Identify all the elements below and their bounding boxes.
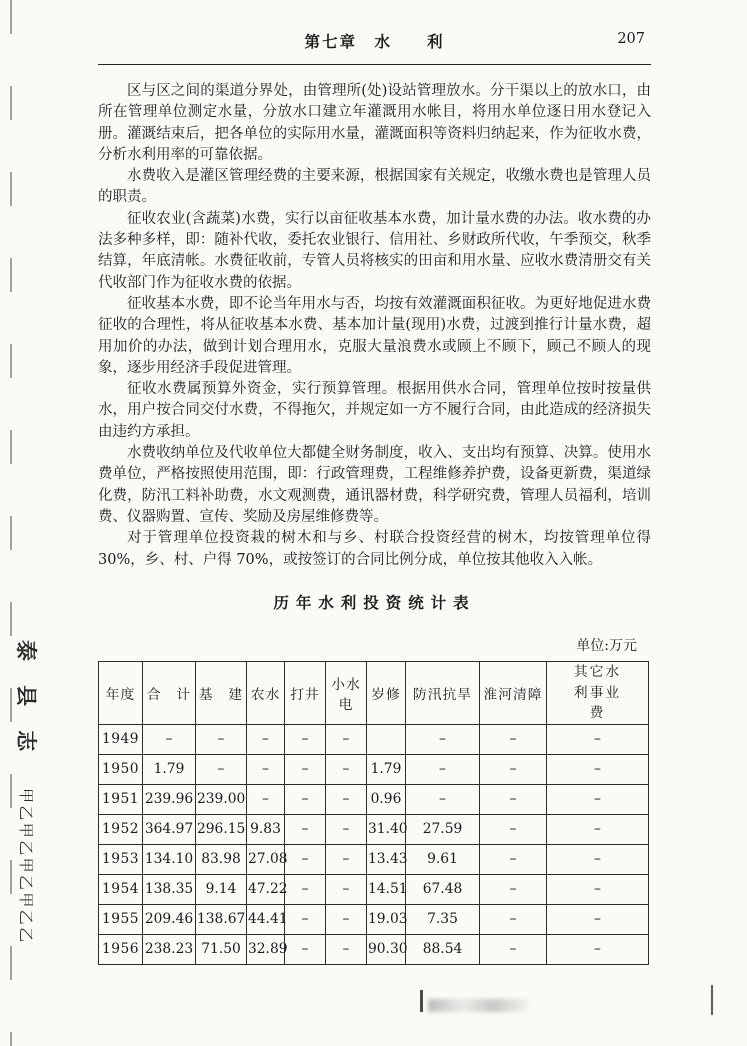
table-cell: –: [143, 724, 196, 754]
table-cell: –: [326, 784, 367, 814]
table-cell: 7.35: [406, 904, 480, 934]
paragraph: 水费收入是灌区管理经费的主要来源，根据国家有关规定，收缴水费也是管理人员的职责。: [98, 168, 651, 206]
investment-table-head: [99, 661, 649, 724]
table-title: 历年水利投资统计表: [273, 592, 476, 612]
table-cell: 1950: [99, 754, 143, 784]
table-cell: –: [326, 754, 367, 784]
table-cell: 47.22: [247, 874, 285, 904]
body-text: [98, 81, 651, 571]
table-cell: –: [547, 784, 649, 814]
table-cell: 83.98: [196, 844, 247, 874]
scan-smudge-artifact: [428, 999, 528, 1012]
running-header: [98, 30, 651, 56]
table-cell: –: [285, 754, 326, 784]
table-cell: –: [247, 724, 285, 754]
table-cell: 27.59: [406, 814, 480, 844]
paragraph: 水费收纳单位及代收单位大都健全财务制度，收入、支出均有预算、决算。使用水费单位，严格按照使用范围，即：行政管理费，工程维修养护费，设备更新费，渠道绿化费，防汛工料补助费，水文观测费，通讯器材费，科学研究费，管理人员福利，培训费、仪器购置、宣传、奖励及房屋维修费等。: [98, 445, 651, 525]
table-cell: –: [480, 754, 547, 784]
header-rule: [98, 64, 651, 65]
table-cell: 88.54: [406, 934, 480, 964]
paragraph: 征收水费属预算外资金，实行预算管理。根据用供水合同，管理单位按时按量供水，用户按合同交付水费，不得拖欠，并规定如一方不履行合同，由此造成的经济损失由违约方承担。: [98, 381, 651, 440]
page-content: [98, 30, 651, 965]
table-cell: 27.08: [247, 844, 285, 874]
table-cell: –: [547, 904, 649, 934]
table-cell: –: [406, 724, 480, 754]
table-cell: –: [285, 724, 326, 754]
table-cell: 90.30: [367, 934, 406, 964]
table-cell: –: [480, 904, 547, 934]
paragraph: 对于管理单位投资栽的树木和与乡、村联合投资经营的树木，均按管理单位得 30%，乡、村、户得 70%，或按签订的合同比例分成，单位按其他收入入帐。: [98, 530, 651, 568]
table-cell: 296.15: [196, 814, 247, 844]
table-cell: 1951: [99, 784, 143, 814]
paragraph: 区与区之间的渠道分界处，由管理所(处)设站管理放水。分干渠以上的放水口，由所在管理单位测定水量，分放水口建立年灌溉用水帐目，将用水单位逐日用水登记入册。灌溉结束后，把各单位的实际用水量，灌溉面积等资料归纳起来，作为征收水费，分析水利用率的可靠依据。: [98, 83, 651, 163]
table-row: [99, 814, 649, 844]
table-cell: 71.50: [196, 934, 247, 964]
table-cell: 31.40: [367, 814, 406, 844]
table-cell: 138.67: [196, 904, 247, 934]
table-cell: –: [326, 814, 367, 844]
table-cell: 134.10: [143, 844, 196, 874]
table-cell: 9.14: [196, 874, 247, 904]
table-cell: –: [326, 844, 367, 874]
table-cell: –: [247, 754, 285, 784]
table-cell: 239.96: [143, 784, 196, 814]
table-cell: 239.00: [196, 784, 247, 814]
table-cell: 14.51: [367, 874, 406, 904]
table-cell: 1954: [99, 874, 143, 904]
table-cell: –: [326, 874, 367, 904]
table-cell: –: [247, 784, 285, 814]
table-cell: –: [406, 784, 480, 814]
table-cell: 1955: [99, 904, 143, 934]
table-header-cell: 防汛抗旱: [406, 661, 480, 724]
table-cell: 19.03: [367, 904, 406, 934]
table-cell: 1.79: [367, 754, 406, 784]
table-cell: 1.79: [143, 754, 196, 784]
table-cell: –: [406, 754, 480, 784]
table-cell: 238.23: [143, 934, 196, 964]
table-cell: –: [547, 934, 649, 964]
table-cell: 9.61: [406, 844, 480, 874]
table-cell: 1953: [99, 844, 143, 874]
scan-mark-artifact: [711, 985, 713, 1015]
table-header-cell: 岁修: [367, 661, 406, 724]
table-cell: 1952: [99, 814, 143, 844]
table-cell: –: [285, 814, 326, 844]
table-row: [99, 784, 649, 814]
chapter-title: 第七章 水 利: [304, 32, 445, 51]
table-row: [99, 724, 649, 754]
table-cell: 13.43: [367, 844, 406, 874]
table-row: [99, 844, 649, 874]
table-header-cell: 淮河清障: [480, 661, 547, 724]
table-cell: –: [547, 814, 649, 844]
table-cell: 0.96: [367, 784, 406, 814]
table-cell: –: [480, 844, 547, 874]
table-cell: 1956: [99, 934, 143, 964]
table-header-cell: 打井: [285, 661, 326, 724]
investment-table-body: [99, 724, 649, 964]
page-number: 207: [617, 31, 645, 47]
table-cell: 44.41: [247, 904, 285, 934]
paragraph: 征收农业(含蔬菜)水费，实行以亩征收基本水费，加计量水费的办法。收水费的办法多种多样，即：随补代收，委托农业银行、信用社、乡财政所代收，午季预交，秋季结算，年底清帐。水费征收前，专管人员将核实的田亩和用水量、应收水费清册交有关代收部门作为征收水费的依据。: [98, 210, 651, 291]
scan-binding-artifact: [10, 0, 12, 1046]
table-cell: 209.46: [143, 904, 196, 934]
table-cell: –: [285, 874, 326, 904]
table-cell: –: [480, 814, 547, 844]
table-row: [99, 934, 649, 964]
table-row: [99, 874, 649, 904]
table-header-row: [99, 661, 649, 724]
table-cell: –: [285, 934, 326, 964]
table-row: [99, 754, 649, 784]
table-header-cell: 农水: [247, 661, 285, 724]
table-header-cell: 小水电: [326, 661, 367, 724]
table-cell: 1949: [99, 724, 143, 754]
table-cell: –: [326, 904, 367, 934]
table-cell: –: [480, 934, 547, 964]
table-header-cell: 年度: [99, 661, 143, 724]
margin-spine-label: 泰县志: [14, 640, 39, 776]
table-cell: –: [480, 874, 547, 904]
margin-handwriting: 甲乙甲乙甲乙甲乙乙: [17, 788, 35, 945]
table-cell: –: [480, 784, 547, 814]
table-header-cell: 基 建: [196, 661, 247, 724]
table-unit-label: 单位:万元: [576, 637, 637, 654]
table-cell: –: [326, 724, 367, 754]
table-cell: 138.35: [143, 874, 196, 904]
scan-mark-artifact: [420, 990, 423, 1012]
table-cell: –: [326, 934, 367, 964]
table-cell: –: [547, 844, 649, 874]
table-row: [99, 904, 649, 934]
table-cell: 9.83: [247, 814, 285, 844]
table-cell: –: [196, 724, 247, 754]
table-cell: 32.89: [247, 934, 285, 964]
table-cell: 364.97: [143, 814, 196, 844]
table-cell: 67.48: [406, 874, 480, 904]
table-header-cell: 合 计: [143, 661, 196, 724]
table-cell: [367, 724, 406, 754]
table-cell: –: [196, 754, 247, 784]
table-cell: –: [480, 724, 547, 754]
investment-table: [98, 661, 649, 965]
table-cell: –: [285, 844, 326, 874]
table-cell: –: [547, 754, 649, 784]
table-cell: –: [547, 724, 649, 754]
table-cell: –: [285, 784, 326, 814]
table-header-cell: 其它水利事业费: [547, 661, 649, 724]
paragraph: 征收基本水费，即不论当年用水与否，均按有效灌溉面积征收。为更好地促进水费征收的合理性，将从征收基本水费、基本加计量(现用)水费，过渡到推行计量水费，超用加价的办法，做到计划合理用水，克服大量浪费水或顾上不顾下，顾己不顾人的现象，逐步用经济手段促进管理。: [98, 295, 651, 376]
table-cell: –: [547, 874, 649, 904]
table-cell: –: [285, 904, 326, 934]
